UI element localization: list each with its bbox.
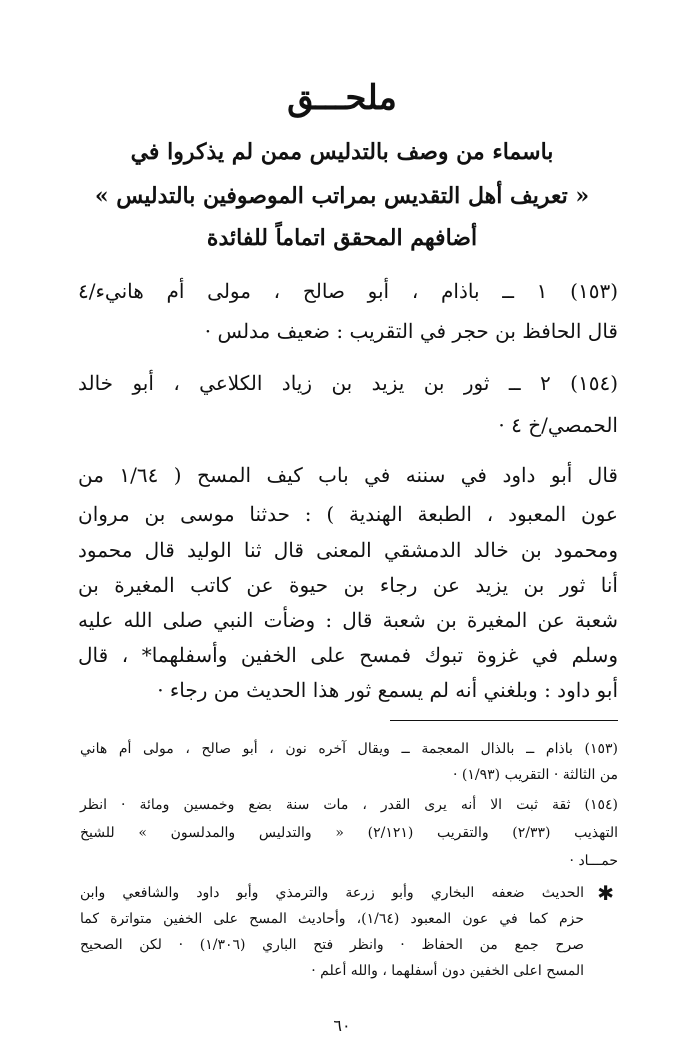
appendix-subtitle-line1: باسماء من وصف بالتدليس ممن لم يذكروا في (130, 139, 554, 165)
footnote-star-line1: الحديث ضعفه البخاري وأبو زرعة والترمذي وأبو داود والشافعي وابن (80, 885, 584, 901)
footnote-star-line2: حزم كما في عون المعبود (١/٦٤)، وأحاديث المسح على الخفين متواترة كما (80, 911, 585, 927)
footnote-separator (390, 720, 618, 721)
footnote-star-line4: المسح اعلى الخفين دون أسفلهما ، والله أعلم · (311, 963, 584, 979)
entry-154-line1: (١٥٤) ٢ ــ ثور بن يزيد بن زياد الكلاعي ، أبو خالد (78, 371, 618, 395)
footnote-154-line2: التهذيب (٢/٣٣) والتقريب (٢/١٢١) « والتدليس والمدلسون » للشيخ (80, 825, 618, 841)
paragraph-line1: قال أبو داود في سننه في باب كيف المسح ( ١/٦٤ من (78, 463, 618, 487)
page-number: ٦٠ (333, 1016, 351, 1035)
footnote-154-line1: (١٥٤) ثقة ثبت الا أنه يرى القدر ، مات سنة بضع وخمسين ومائة · انظر (80, 797, 618, 813)
paragraph-line2: عون المعبود ، الطبعة الهندية ) : حدثنا موسى بن مروان (78, 502, 618, 526)
paragraph-line3: ومحمود بن خالد الدمشقي المعنى قال ثنا الوليد قال محمود (78, 538, 618, 562)
entry-154-line2: الحمصي/خ ٤ · (498, 413, 618, 437)
paragraph-line7: أبو داود : وبلغني أنه لم يسمع ثور هذا الحديث من رجاء · (157, 678, 618, 702)
footnote-153-line2: من الثالثة · التقريب (١/٩٣) · (453, 767, 618, 783)
footnote-153-line1: (١٥٣) باذام ــ بالذال المعجمة ــ ويقال آخره نون ، أبو صالح ، مولى أم هاني (80, 741, 618, 757)
paragraph-line4: أنا ثور بن يزيد عن رجاء بن حيوة عن كاتب المغيرة بن (78, 573, 618, 597)
footnote-154-line3: حمـــاد · (569, 853, 618, 869)
asterisk-footnote-marker: ✱ (597, 881, 614, 905)
entry-153-line2: قال الحافظ بن حجر في التقريب : ضعيف مدلس · (204, 319, 618, 343)
footnote-star-line3: صرح جمع من الحفاظ · وانظر فتح الباري (١/٣٠٦) · لكن الصحيح (80, 937, 584, 953)
paragraph-line5: شعبة عن المغيرة بن شعبة قال : وضأت النبي صلى الله عليه (78, 608, 618, 632)
appendix-title: ملحـــق (287, 78, 397, 118)
appendix-subtitle-line3: أضافهم المحقق اتماماً للفائدة (206, 225, 478, 251)
entry-153-line1: (١٥٣) ١ ــ باذام ، أبو صالح ، مولى أم هانيء/٤ (78, 279, 618, 303)
paragraph-line6: وسلم في غزوة تبوك فمسح على الخفين وأسفلهما* ، قال (78, 643, 618, 667)
appendix-subtitle-line2: « تعريف أهل التقديس بمراتب الموصوفين بالتدليس » (94, 183, 590, 209)
